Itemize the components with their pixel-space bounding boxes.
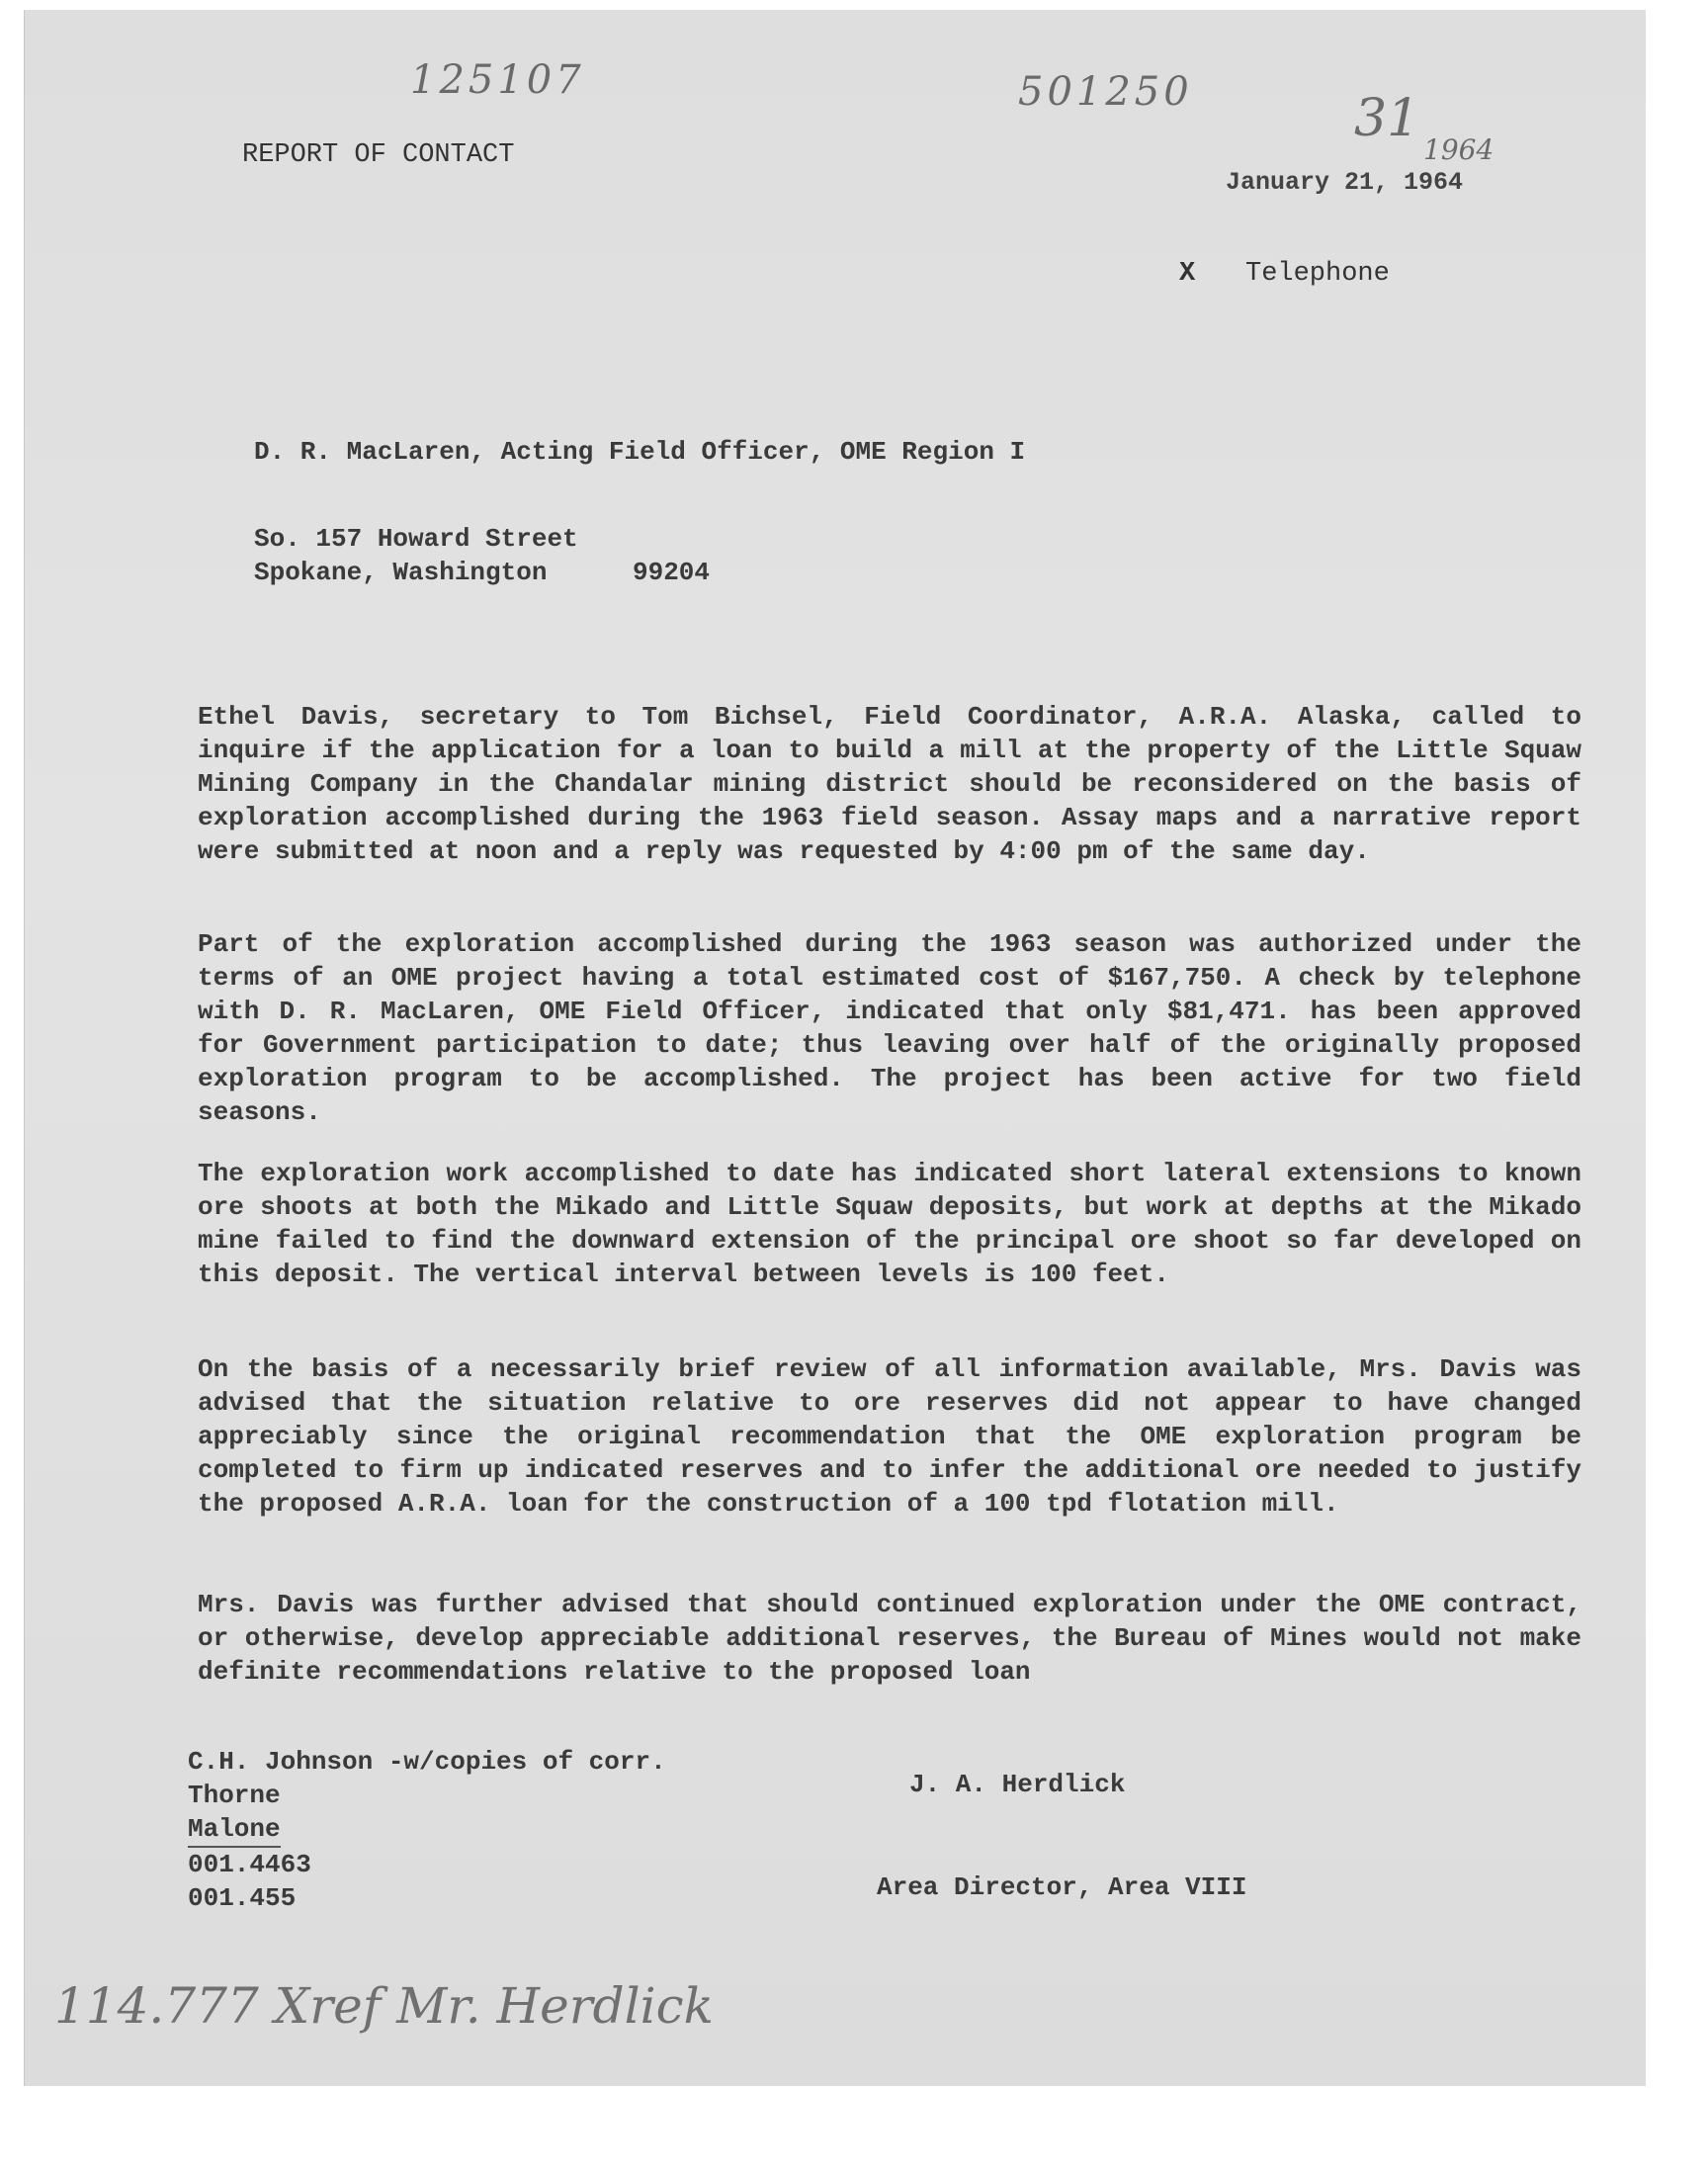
body-paragraph-3: The exploration work accomplished to date has indicated short lateral extensions to known ore shoots at both the Mikado and Little Squaw deposits, but work at depths at the Mikado mine failed to find the downward extension of the principal ore shoot so far developed on this deposit. The vertical interval between levels is 100 feet. <box>198 1159 1581 1289</box>
file-number-stamp-1: 125107 <box>410 57 585 103</box>
signature-title: Area Director, Area VIII <box>877 1872 1247 1902</box>
body-paragraph-5: Mrs. Davis was further advised that should continued exploration under the OME contract, or otherwise, develop appreciable additional reserves, the Bureau of Mines would not make definite recommendations relative to the proposed loan <box>198 1590 1581 1687</box>
body-paragraph-4: On the basis of a necessarily brief review of all information available, Mrs. Davis was advised that the situation relative to ore reserves did not appear to have changed appreciably since the original recommendation that the OME exploration program be completed to firm up indicated reserves and to infer the additional ore needed to justify the proposed A.R.A. loan for the construction of a 100 tpd flotation mill. <box>198 1354 1581 1519</box>
distribution-item: Thorne <box>188 1781 281 1810</box>
file-number-stamp-2: 501250 <box>1018 69 1193 115</box>
distribution-item: C.H. Johnson -w/copies of corr. <box>188 1747 666 1777</box>
contact-method: Telephone <box>1245 259 1390 289</box>
document-page <box>24 10 1646 2086</box>
report-date: January 21, 1964 <box>1226 168 1464 197</box>
distribution-item: 001.455 <box>188 1883 297 1913</box>
addressee-street: So. 157 Howard Street <box>254 524 578 554</box>
page-number-handwritten: 31 <box>1354 89 1420 148</box>
distribution-item: Malone <box>188 1812 281 1848</box>
report-title: REPORT OF CONTACT <box>242 140 515 170</box>
addressee-name: D. R. MacLaren, Acting Field Officer, OME Region I <box>254 437 1026 467</box>
contact-method-checkmark: X <box>1179 259 1196 289</box>
body-paragraph-2: Part of the exploration accomplished during the 1963 season was authorized under the terms of an OME project having a total estimated cost of $167,750. A check by telephone with D. R. MacLaren, OME Field Officer, indicated that only $81,471. has been approved for Government participation to date; thus leaving over half of the originally proposed exploration program to be accomplished. The project has been active for two field seasons. <box>198 929 1581 1127</box>
distribution-item: 001.4463 <box>188 1850 311 1879</box>
distribution-list <box>188 1745 666 1915</box>
addressee-city: Spokane, Washington <box>254 558 548 587</box>
handwritten-footer-note: 114.777 Xref Mr. Herdlick <box>54 1977 714 2035</box>
body-paragraph-1: Ethel Davis, secretary to Tom Bichsel, Field Coordinator, A.R.A. Alaska, called to inquire if the application for a loan to build a mill at the property of the Little Squaw Mining Company in the Chandalar mining district should be reconsidered on the basis of exploration accomplished during the 1963 field season. Assay maps and a narrative report were submitted at noon and a reply was requested by 4:00 pm of the same day. <box>198 702 1581 866</box>
addressee-zip: 99204 <box>633 558 711 587</box>
year-handwritten: 1964 <box>1423 133 1494 166</box>
signature-name: J. A. Herdlick <box>909 1770 1126 1799</box>
